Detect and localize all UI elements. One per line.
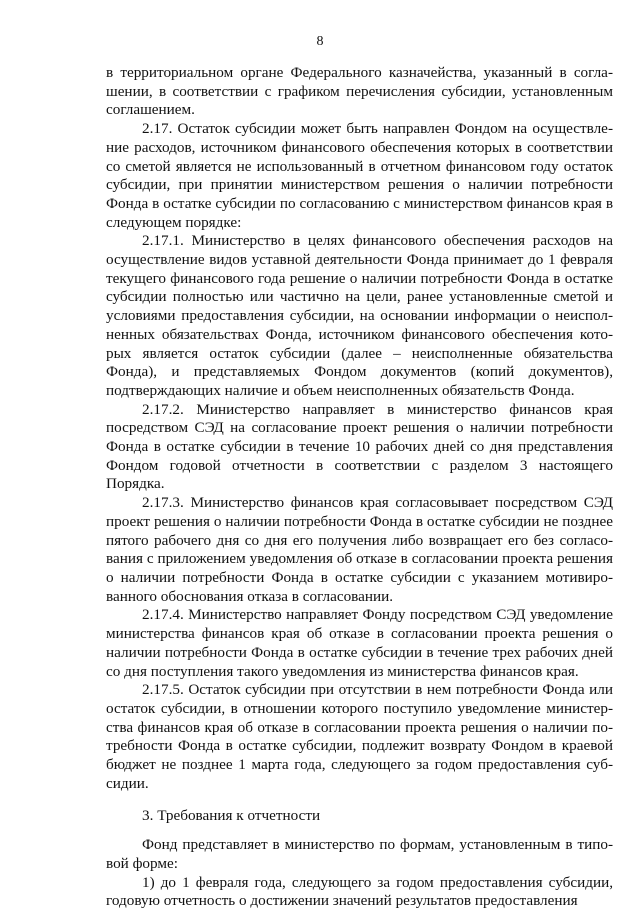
section-heading: 3. Требования к отчетности bbox=[142, 807, 321, 825]
paragraph-2-17-5: 2.17.5. Остаток субсидии при отсутствии в нем потребности Фонда или остаток субсидии, в отношении которого поступило уведомление министерства финансов края об отказе в согласовании проекта решения о наличии потребности Фонда в остатке субсидии, подлежит возврату Фондом в краевой бюджет не позднее 1 марта года, следующего за годом предоставления субсидии. bbox=[106, 681, 613, 792]
document-body bbox=[106, 64, 613, 911]
paragraph-section-3-item-1: 1) до 1 февраля года, следующего за годом предоставления субсидии, годовую отчетность о достижении значений результатов предоставления bbox=[106, 873, 613, 910]
paragraph-2-17: 2.17. Остаток субсидии может быть направлен Фондом на осуществление расходов, источником финансового обеспечения которых в соответствии со сметой является не использованный в отчетном финансовом году остаток субсидии, при принятии министерством решения о наличии потребности Фонда в остатке субсидии по согласованию с министерством финансов края в следующем порядке: bbox=[106, 120, 613, 231]
paragraph-2-17-3: 2.17.3. Министерство финансов края согласовывает посредством СЭД проект решения о наличии потребности Фонда в остатке субсидии не позднее пятого рабочего дня со дня его получения либо возвращает его без согласования с приложением уведомления об отказе в согласовании проекта решения о наличии потребности Фонда в остатке субсидии с указанием мотивированного обоснования отказа в согласовании. bbox=[106, 494, 613, 605]
page-number: 8 bbox=[316, 34, 324, 49]
paragraph-2-17-4: 2.17.4. Министерство направляет Фонду посредством СЭД уведомление министерства финансов края об отказе в согласовании проекта решения о наличии потребности Фонда в остатке субсидии в течение трех рабочих дней со дня поступления такого уведомления из министерства финансов края. bbox=[106, 606, 613, 680]
paragraph-continuation: в территориальном органе Федерального казначейства, указанный в соглашении, в соответствии с графиком перечисления субсидии, установленным соглашением. bbox=[106, 64, 613, 119]
paragraph-2-17-2: 2.17.2. Министерство направляет в министерство финансов края посредством СЭД на согласование проект решения о наличии потребности Фонда в остатке субсидии в течение 10 рабочих дней со дня представления Фондом годовой отчетности в соответствии с разделом 3 настоящего Порядка. bbox=[106, 400, 613, 493]
paragraph-2-17-1: 2.17.1. Министерство в целях финансового обеспечения расходов на осуществление видов уставной деятельности Фонда принимает до 1 февраля текущего финансового года решение о наличии потребности Фонда в остатке субсидии полностью или частично на цели, ранее установленные сметой и условиями предоставления субсидии, на основании информации о неисполненных обязательствах Фонда, источником финансового обеспечения которых является остаток субсидии (далее – неисполненные обязательства Фонда), и представляемых Фондом документов (копий документов), подтверждающих наличие и объем неисполненных обязательств Фонда. bbox=[106, 232, 613, 399]
paragraph-section-3-intro: Фонд представляет в министерство по формам, установленным в типовой форме: bbox=[106, 836, 613, 872]
